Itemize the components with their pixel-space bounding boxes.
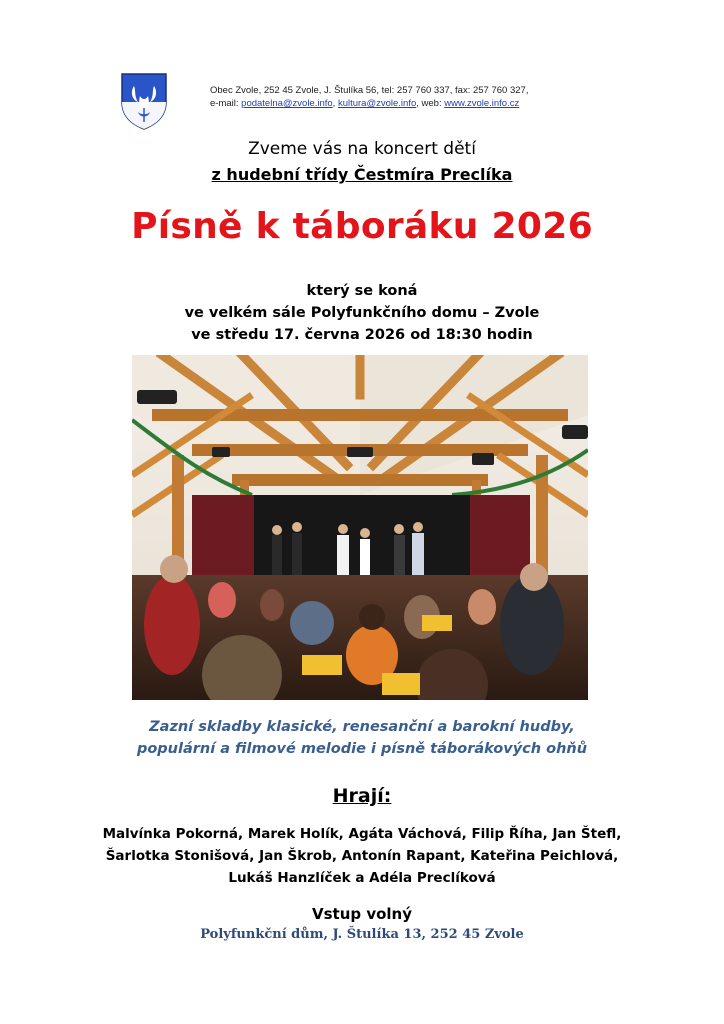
program-line-1: Zazní skladby klasické, renesanční a barokní hudby, [149,719,575,735]
contact-info [210,84,528,110]
performers-line-3: Lukáš Hanzlíček a Adéla Preclíková [228,870,496,886]
performers-list [0,823,724,889]
performers-heading: Hrají: [332,785,392,807]
email-label: e-mail: [210,98,242,109]
email-link-podatelna[interactable]: podatelna@zvole.info [241,98,333,109]
concert-photo [132,355,588,700]
entry-note: Vstup volný [311,905,413,923]
event-info-line: který se koná [306,283,418,299]
program-description [0,716,724,760]
email-link-kultura[interactable]: kultura@zvole.info [337,98,417,109]
contact-line-1: Obec Zvole, 252 45 Zvole, J. Štulíka 56, tel: 257 760 337, fax: 257 760 327, [210,85,529,96]
program-line-2: populární a filmové melodie i písně táborákových ohňů [136,741,588,757]
event-info-date: ve středu 17. června 2026 od 18:30 hodin [191,327,533,343]
event-info-venue: ve velkém sále Polyfunkčního domu – Zvole [184,305,540,321]
web-link[interactable]: www.zvole.info.cz [444,98,520,109]
web-label: , web: [416,98,445,109]
venue-address: Polyfunkční dům, J. Štulíka 13, 252 45 Zvole [200,927,524,942]
event-info [0,280,724,346]
contact-line-2 [210,97,528,110]
email-separator: , [332,98,338,109]
municipal-coat-of-arms-icon [120,72,168,130]
performers-line-2: Šarlotka Stonišová, Jan Škrob, Antonín Rapant, Kateřina Peichlová, [105,848,619,864]
performers-line-1: Malvínka Pokorná, Marek Holík, Agáta Váchová, Filip Říha, Jan Štefl, [102,826,622,842]
invite-line: Zveme vás na koncert dětí [248,139,476,159]
music-class-line: z hudební třídy Čestmíra Preclíka [211,165,513,184]
event-title: Písně k táboráku 2026 [131,206,593,247]
